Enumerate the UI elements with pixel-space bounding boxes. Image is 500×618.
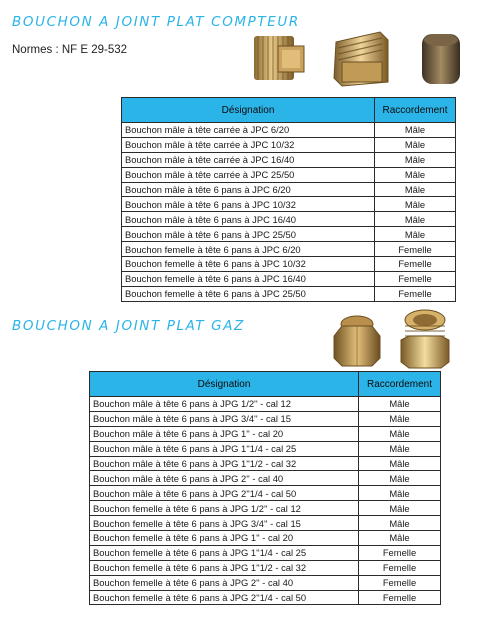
table-row: [90, 545, 441, 560]
table-row: [122, 271, 456, 286]
cell-designation: Bouchon mâle à tête 6 pans à JPG 2'' - cal 40: [90, 471, 359, 486]
cell-designation: Bouchon mâle à tête 6 pans à JPG 1'' - cal 20: [90, 426, 359, 441]
cell-designation: Bouchon femelle à tête 6 pans à JPC 25/50: [122, 286, 375, 301]
section-title-compteur: BOUCHON A JOINT PLAT COMPTEUR: [12, 14, 300, 30]
cell-raccordement: Femelle: [359, 560, 441, 575]
cell-raccordement: Mâle: [359, 441, 441, 456]
cell-raccordement: Mâle: [359, 471, 441, 486]
hex-head-plug-image: [330, 26, 390, 88]
cell-raccordement: Mâle: [375, 197, 456, 212]
table-row: [122, 182, 456, 197]
cell-designation: Bouchon femelle à tête 6 pans à JPC 10/32: [122, 257, 375, 272]
table-row: [122, 197, 456, 212]
cell-raccordement: Mâle: [359, 501, 441, 516]
table-row: [122, 152, 456, 167]
cell-designation: Bouchon mâle à tête carrée à JPC 6/20: [122, 123, 375, 138]
cell-raccordement: Femelle: [375, 271, 456, 286]
header-designation: Désignation: [90, 372, 359, 397]
cell-raccordement: Mâle: [375, 137, 456, 152]
cell-raccordement: Mâle: [359, 456, 441, 471]
cell-designation: Bouchon mâle à tête 6 pans à JPG 1''1/2 - cal 32: [90, 456, 359, 471]
cell-raccordement: Femelle: [359, 590, 441, 605]
cell-raccordement: Femelle: [375, 242, 456, 257]
cell-raccordement: Mâle: [375, 182, 456, 197]
header-raccordement: Raccordement: [375, 98, 456, 123]
normes-label: Normes : NF E 29-532: [12, 44, 128, 56]
table-row: [90, 456, 441, 471]
table-row: [122, 227, 456, 242]
cell-raccordement: Femelle: [375, 257, 456, 272]
table-row: [122, 123, 456, 138]
table-row: [122, 212, 456, 227]
table-row: [90, 516, 441, 531]
table-row: [90, 411, 441, 426]
table-row: [122, 242, 456, 257]
header-designation: Désignation: [122, 98, 375, 123]
table-row: [122, 286, 456, 301]
cell-designation: Bouchon mâle à tête 6 pans à JPG 2''1/4 - cal 50: [90, 486, 359, 501]
female-hex-plug-image: [418, 28, 464, 88]
cell-raccordement: Mâle: [359, 531, 441, 546]
table-header-row: [122, 98, 456, 123]
table-row: [90, 501, 441, 516]
table-row: [122, 257, 456, 272]
cell-designation: Bouchon mâle à tête 6 pans à JPG 1/2'' - cal 12: [90, 397, 359, 412]
table-row: [90, 441, 441, 456]
gaz-table: [89, 371, 441, 605]
table-row: [90, 397, 441, 412]
table-row: [90, 426, 441, 441]
cell-raccordement: Mâle: [359, 397, 441, 412]
cell-designation: Bouchon femelle à tête 6 pans à JPC 6/20: [122, 242, 375, 257]
cell-raccordement: Femelle: [375, 286, 456, 301]
section-title-gaz: BOUCHON A JOINT PLAT GAZ: [12, 318, 245, 334]
cell-raccordement: Mâle: [375, 123, 456, 138]
cell-designation: Bouchon mâle à tête 6 pans à JPC 10/32: [122, 197, 375, 212]
cell-designation: Bouchon mâle à tête carrée à JPC 25/50: [122, 167, 375, 182]
cell-raccordement: Mâle: [359, 426, 441, 441]
table-row: [90, 575, 441, 590]
table-row: [122, 167, 456, 182]
cell-designation: Bouchon mâle à tête 6 pans à JPC 6/20: [122, 182, 375, 197]
compteur-table: [121, 97, 456, 302]
cell-designation: Bouchon femelle à tête 6 pans à JPG 2''1/4 - cal 50: [90, 590, 359, 605]
cell-designation: Bouchon mâle à tête 6 pans à JPG 1''1/4 - cal 25: [90, 441, 359, 456]
table-row: [90, 590, 441, 605]
table-row: [90, 471, 441, 486]
cell-designation: Bouchon mâle à tête carrée à JPC 10/32: [122, 137, 375, 152]
square-head-plug-image: [248, 26, 310, 84]
cell-designation: Bouchon femelle à tête 6 pans à JPG 1''1/2 - cal 32: [90, 560, 359, 575]
cell-designation: Bouchon femelle à tête 6 pans à JPG 3/4'' - cal 15: [90, 516, 359, 531]
table-row: [90, 560, 441, 575]
cell-designation: Bouchon femelle à tête 6 pans à JPG 2'' - cal 40: [90, 575, 359, 590]
gas-male-plug-image: [395, 306, 451, 370]
cell-designation: Bouchon mâle à tête carrée à JPC 16/40: [122, 152, 375, 167]
cell-designation: Bouchon mâle à tête 6 pans à JPC 25/50: [122, 227, 375, 242]
cell-raccordement: Mâle: [375, 167, 456, 182]
cell-raccordement: Mâle: [359, 516, 441, 531]
cell-raccordement: Mâle: [375, 212, 456, 227]
cell-designation: Bouchon femelle à tête 6 pans à JPG 1''1/4 - cal 25: [90, 545, 359, 560]
cell-raccordement: Mâle: [359, 411, 441, 426]
cell-raccordement: Mâle: [359, 486, 441, 501]
cell-raccordement: Femelle: [359, 575, 441, 590]
cell-designation: Bouchon femelle à tête 6 pans à JPG 1'' - cal 20: [90, 531, 359, 546]
cell-raccordement: Femelle: [359, 545, 441, 560]
table-header-row: [90, 372, 441, 397]
header-raccordement: Raccordement: [359, 372, 441, 397]
cell-designation: Bouchon mâle à tête 6 pans à JPC 16/40: [122, 212, 375, 227]
cell-raccordement: Mâle: [375, 227, 456, 242]
cell-designation: Bouchon femelle à tête 6 pans à JPG 1/2'' - cal 12: [90, 501, 359, 516]
table-row: [90, 531, 441, 546]
table-row: [122, 137, 456, 152]
cell-designation: Bouchon mâle à tête 6 pans à JPG 3/4'' - cal 15: [90, 411, 359, 426]
cell-designation: Bouchon femelle à tête 6 pans à JPC 16/40: [122, 271, 375, 286]
table-row: [90, 486, 441, 501]
cell-raccordement: Mâle: [375, 152, 456, 167]
gas-hex-cap-image: [328, 312, 386, 370]
